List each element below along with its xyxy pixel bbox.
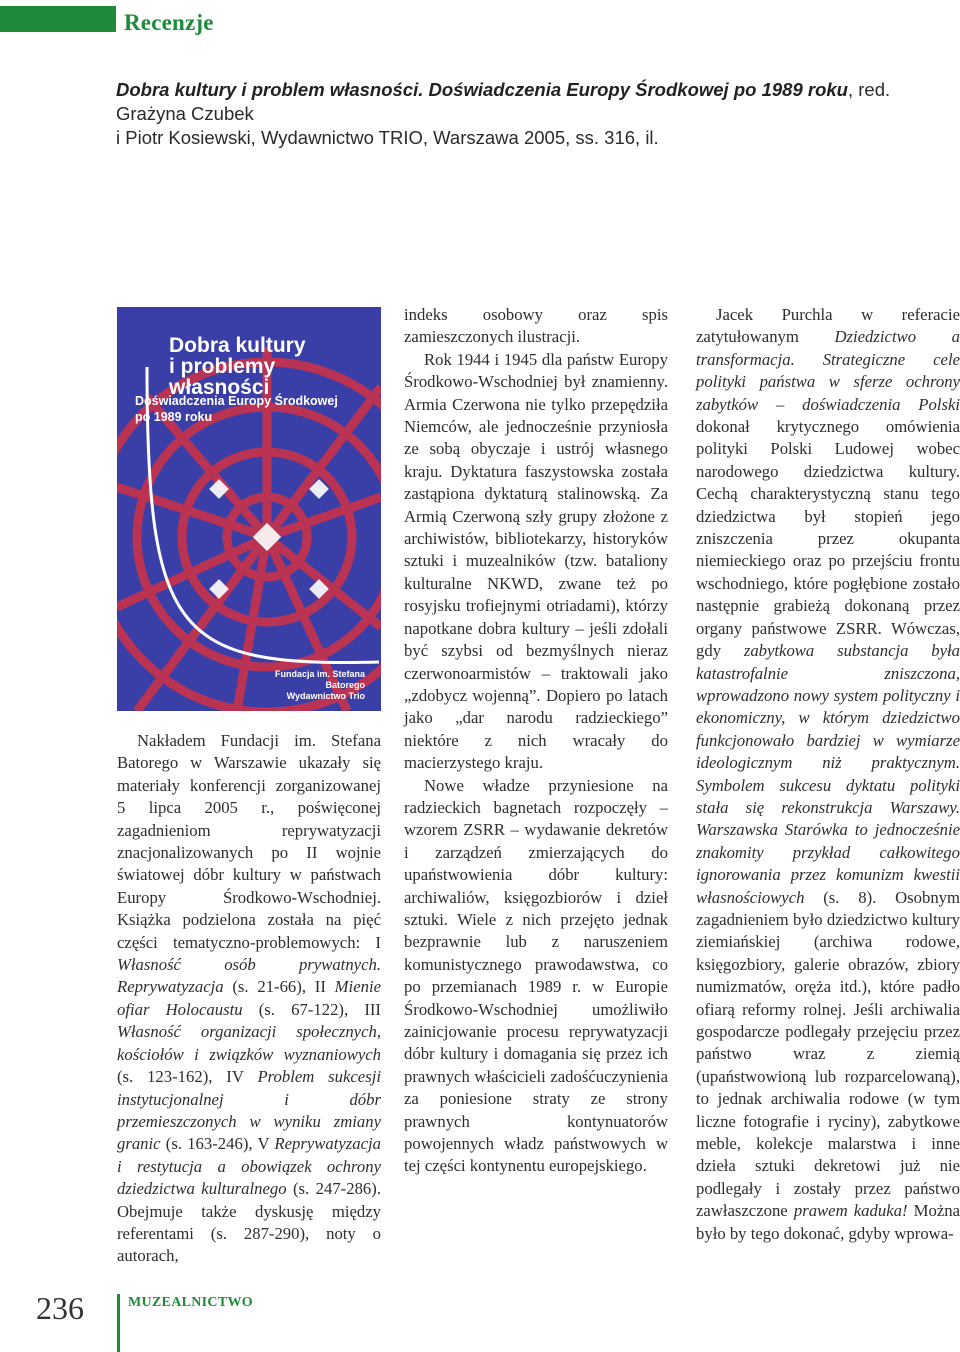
book-title: Dobra kultury i problem własności. Doświadczenia Europy Środkowej po 1989 roku (116, 79, 848, 100)
journal-name: MUZEALNICTWO (128, 1295, 253, 1310)
paragraph: Jacek Purchla w referacie zatytułowanym Dziedzictwo a transformacja. Strategiczne cele polityki państwa w sferze ochrony zabytków – doświadczenia Polski dokonał krytycznego omówienia polityki Polski Ludowej wobec narodowego dziedzictwa kultury. Cechą charakterystyczną stanu tego dziedzictwa był stopień jego zniszczenia przez okupanta niemieckiego oraz po przejściu frontu wschodniego, które pogłębione zostało następnie grabieżą dokonaną przez organy państwowe ZSRR. Wówczas, gdy zabytkowa substancja była katastrofalnie zniszczona, wprowadzono nowy system polityczny i ekonomiczny, w którym dziedzictwo funkcjonowało bardziej w wymiarze ideologicznym niż praktycznym. Symbolem sukcesu dyktatu polityki stała się rekonstrukcja Warszawy. Warszawska Starówka to jednocześnie znakomity przykład całkowitego ignorowania przez komunizm kwestii własnościowych (s. 8). Osobnym zagadnieniem było dziedzictwo kultury ziemiańskiej (archiwa rodowe, księgozbiory, galerie obrazów, zbiory numizmatów, oręża itd.), które padło ofiarą reformy rolnej. Jeśli archiwalia gospodarcze podlegały przejęciu przez państwo wraz z ziemią (upaństwowioną lub rozparcelowaną), to jednak archiwalia rodowe (w tym liczne fotografie i ryciny), zabytkowe meble, kolekcje malarstwa i inne dzieła sztuki dekretowi już nie podlegały i zostały przez państwo zawłaszczone prawem kaduka! Można było by tego dokonać, gdyby wprowa- (696, 305, 960, 1243)
text-column-3 (696, 304, 960, 1245)
footer-divider (117, 1294, 120, 1352)
cover-title: Dobra kultury i problemy własności (169, 334, 306, 399)
cover-publisher: Fundacja im. Stefana Batorego Wydawnictwo Trio (274, 669, 365, 701)
section-bar (0, 6, 116, 32)
book-details-line2: i Piotr Kosiewski, Wydawnictwo TRIO, Warszawa 2005, ss. 316, il. (116, 127, 659, 148)
text-column-1 (117, 730, 381, 1268)
paragraph: Rok 1944 i 1945 dla państw Europy Środkowo-Wschodniej był znamienny. Armia Czerwona nie tylko przepędziła Niemców, ale jednocześnie przyniosła ze sobą obyczaje i ustrój własnego kraju. Dyktatura faszystowska została zastąpiona dyktaturą stalinowską. Za Armią Czerwoną szły grupy złożone z archiwistów, bibliotekarzy, historyków sztuki i muzealników (tzw. bataliony kulturalne NKWD, zwane też po rosyjsku trofiejnymi otriadami), którzy napotkane dobra kultury – jeśli zdołali być szybsi od bezmyślnych nieraz czerwonoarmistów – traktowali jako „zdobycz wojenną”. Dopiero po latach jako „dar narodu radzieckiego” niektóre z nich wracały do macierzystego kraju. (404, 349, 668, 773)
book-cover-image (117, 307, 381, 711)
book-details: , red. Grażyna Czubek (116, 79, 891, 124)
paragraph: Nakładem Fundacji im. Stefana Batorego w Warszawie ukazały się materiały konferencji zorganizowanej 5 lipca 2005 r., poświęconej zagadnieniom reprywatyzacji znacjonalizowanych po II wojnie światowej dóbr kultury w państwach Europy Środkowo-Wschodniej. Książka podzielona została na pięć części tematyczno-problemowych: I Własność osób prywatnych. Reprywatyzacja (s. 21-66), II Mienie ofiar Holocaustu (s. 67-122), III Własność organizacji społecznych, kościołów i związków wyznaniowych (s. 123-162), IV Problem sukcesji instytucjonalnej i dóbr przemieszczonych w wyniku zmiany granic (s. 163-246), V Reprywatyzacja i restytucja a obowiązek ochrony dziedzictwa kulturalnego (s. 247-286). Obejmuje także dyskusję między referentami (s. 287-290), noty o autorach, (117, 731, 381, 1266)
cover-subtitle: Doświadczenia Europy Środkowej po 1989 roku (135, 394, 338, 424)
text-column-2 (404, 304, 668, 1178)
paragraph: Nowe władze przyniesione na radzieckich bagnetach rozpoczęły – wzorem ZSRR – wydawanie dekretów i zarządzeń zmierzających do upaństwowienia dóbr kultury: archiwaliów, księgozbiorów i dzieł sztuki. Wiele z nich przejęto jednak bezprawnie lub z naruszeniem komunistycznego prawodawstwa, co po przemianach 1989 r. w Europie Środkowo-Wschodniej umożliwiło zainicjowanie procesu reprywatyzacji dóbr kultury i domagania się przez ich prawnych właścicieli zadośćuczynienia za poniesione straty ze strony prawnych kontynuatorów powojennych władz państwowych w tej części kontynentu europejskiego. (404, 775, 668, 1176)
paragraph: indeks osobowy oraz spis zamieszczonych ilustracji. (404, 305, 668, 347)
review-citation (116, 78, 960, 150)
section-title: Recenzje (124, 10, 214, 35)
page-number: 236 (36, 1290, 84, 1326)
